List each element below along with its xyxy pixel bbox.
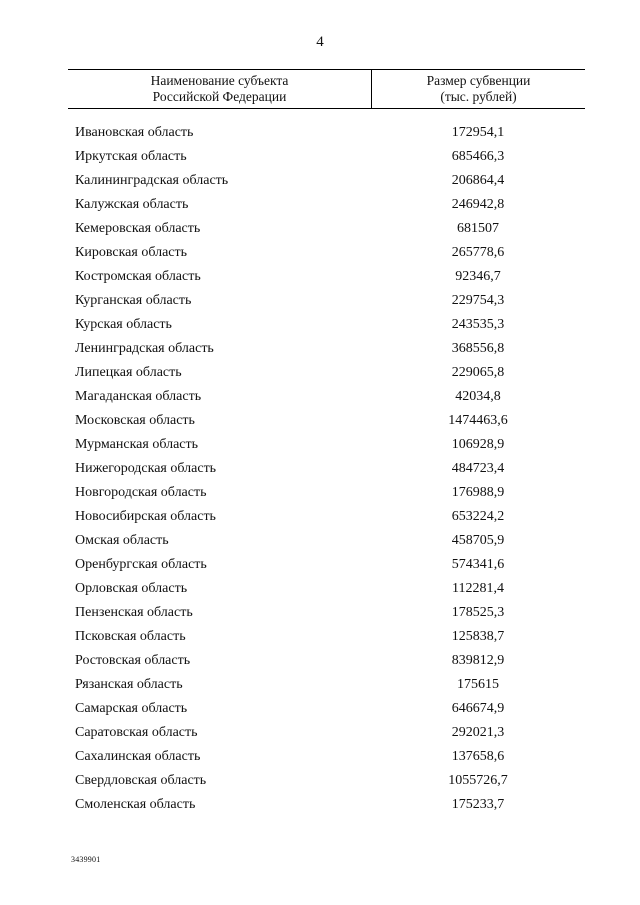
region-name-cell: Псковская область [75, 629, 186, 644]
subvention-amount-cell: 484723,4 [451, 461, 505, 476]
table-row [68, 769, 585, 793]
region-name-cell: Смоленская область [75, 797, 196, 812]
table-row [68, 145, 585, 169]
region-name-cell: Ивановская область [75, 125, 194, 140]
column-header-amount-line2: (тыс. рублей) [440, 89, 517, 104]
table-row [68, 457, 585, 481]
region-name-cell: Новосибирская область [75, 509, 216, 524]
table-row [68, 169, 585, 193]
subvention-amount-cell: 839812,9 [451, 653, 505, 668]
region-name-cell: Кемеровская область [75, 221, 201, 236]
subvention-amount-cell: 125838,7 [451, 629, 505, 644]
subvention-amount-cell: 229065,8 [451, 365, 505, 380]
region-name-cell: Костромская область [75, 269, 201, 284]
region-name-cell: Самарская область [75, 701, 188, 716]
region-name-cell: Магаданская область [75, 389, 202, 404]
table-row [68, 409, 585, 433]
subvention-amount-cell: 175615 [457, 677, 499, 692]
table-row [68, 193, 585, 217]
region-name-cell: Новгородская область [75, 485, 207, 500]
region-name-cell: Курганская область [75, 293, 192, 308]
subvention-amount-cell: 106928,9 [451, 437, 505, 452]
region-name-cell: Мурманская область [75, 437, 199, 452]
region-name-cell: Омская область [75, 533, 169, 548]
column-header-amount [371, 70, 585, 108]
subvention-amount-cell: 685466,3 [451, 149, 505, 164]
subvention-amount-cell: 92346,7 [455, 269, 501, 284]
region-name-cell: Курская область [75, 317, 172, 332]
table-body [68, 121, 585, 817]
table-row [68, 217, 585, 241]
table-row [68, 529, 585, 553]
subvention-amount-cell: 646674,9 [451, 701, 505, 716]
table-row [68, 433, 585, 457]
table-row [68, 265, 585, 289]
table-row [68, 601, 585, 625]
table-row [68, 121, 585, 145]
region-name-cell: Саратовская область [75, 725, 198, 740]
region-name-cell: Московская область [75, 413, 195, 428]
region-name-cell: Свердловская область [75, 773, 207, 788]
subvention-amount-cell: 246942,8 [451, 197, 505, 212]
column-header-region-line1: Наименование субъекта [150, 73, 289, 88]
table-row [68, 649, 585, 673]
table-row [68, 337, 585, 361]
region-name-cell: Сахалинская область [75, 749, 201, 764]
region-name-cell: Ленинградская область [75, 341, 214, 356]
subvention-amount-cell: 42034,8 [455, 389, 501, 404]
subvention-amount-cell: 574341,6 [451, 557, 505, 572]
subvention-amount-cell: 172954,1 [451, 125, 505, 140]
subvention-amount-cell: 178525,3 [451, 605, 505, 620]
subvention-amount-cell: 176988,9 [451, 485, 505, 500]
subvention-amount-cell: 112281,4 [452, 581, 504, 596]
region-name-cell: Пензенская область [75, 605, 193, 620]
subvention-amount-cell: 243535,3 [451, 317, 505, 332]
region-name-cell: Оренбургская область [75, 557, 207, 572]
table-row [68, 721, 585, 745]
subvention-amount-cell: 458705,9 [451, 533, 505, 548]
region-name-cell: Иркутская область [75, 149, 187, 164]
region-name-cell: Нижегородская область [75, 461, 217, 476]
subvention-amount-cell: 175233,7 [451, 797, 505, 812]
table-row [68, 313, 585, 337]
table-row [68, 793, 585, 817]
page-number: 4 [316, 34, 324, 50]
region-name-cell: Калининградская область [75, 173, 229, 188]
document-code: 3439901 [71, 855, 101, 864]
subvention-amount-cell: 206864,4 [451, 173, 505, 188]
subvention-amount-cell: 368556,8 [451, 341, 505, 356]
column-header-region-line2: Российской Федерации [152, 89, 287, 104]
table-row [68, 241, 585, 265]
table-row [68, 505, 585, 529]
region-name-cell: Кировская область [75, 245, 188, 260]
table-row [68, 361, 585, 385]
table-row [68, 577, 585, 601]
subvention-amount-cell: 681507 [457, 221, 499, 236]
table-row [68, 697, 585, 721]
region-name-cell: Ростовская область [75, 653, 191, 668]
subvention-amount-cell: 292021,3 [451, 725, 505, 740]
region-name-cell: Липецкая область [75, 365, 182, 380]
table-row [68, 385, 585, 409]
table-header [68, 69, 585, 109]
subvention-amount-cell: 229754,3 [451, 293, 505, 308]
subvention-amount-cell: 653224,2 [451, 509, 505, 524]
table-row [68, 481, 585, 505]
table-row [68, 625, 585, 649]
subvention-amount-cell: 1055726,7 [448, 773, 508, 788]
column-header-region [68, 70, 371, 108]
subvention-amount-cell: 1474463,6 [448, 413, 508, 428]
region-name-cell: Калужская область [75, 197, 189, 212]
subvention-amount-cell: 137658,6 [451, 749, 505, 764]
region-name-cell: Орловская область [75, 581, 188, 596]
region-name-cell: Рязанская область [75, 677, 183, 692]
table-row [68, 673, 585, 697]
table-row [68, 553, 585, 577]
table-row [68, 745, 585, 769]
column-header-amount-line1: Размер субвенции [426, 73, 531, 88]
subvention-table [68, 69, 585, 817]
subvention-amount-cell: 265778,6 [451, 245, 505, 260]
table-row [68, 289, 585, 313]
